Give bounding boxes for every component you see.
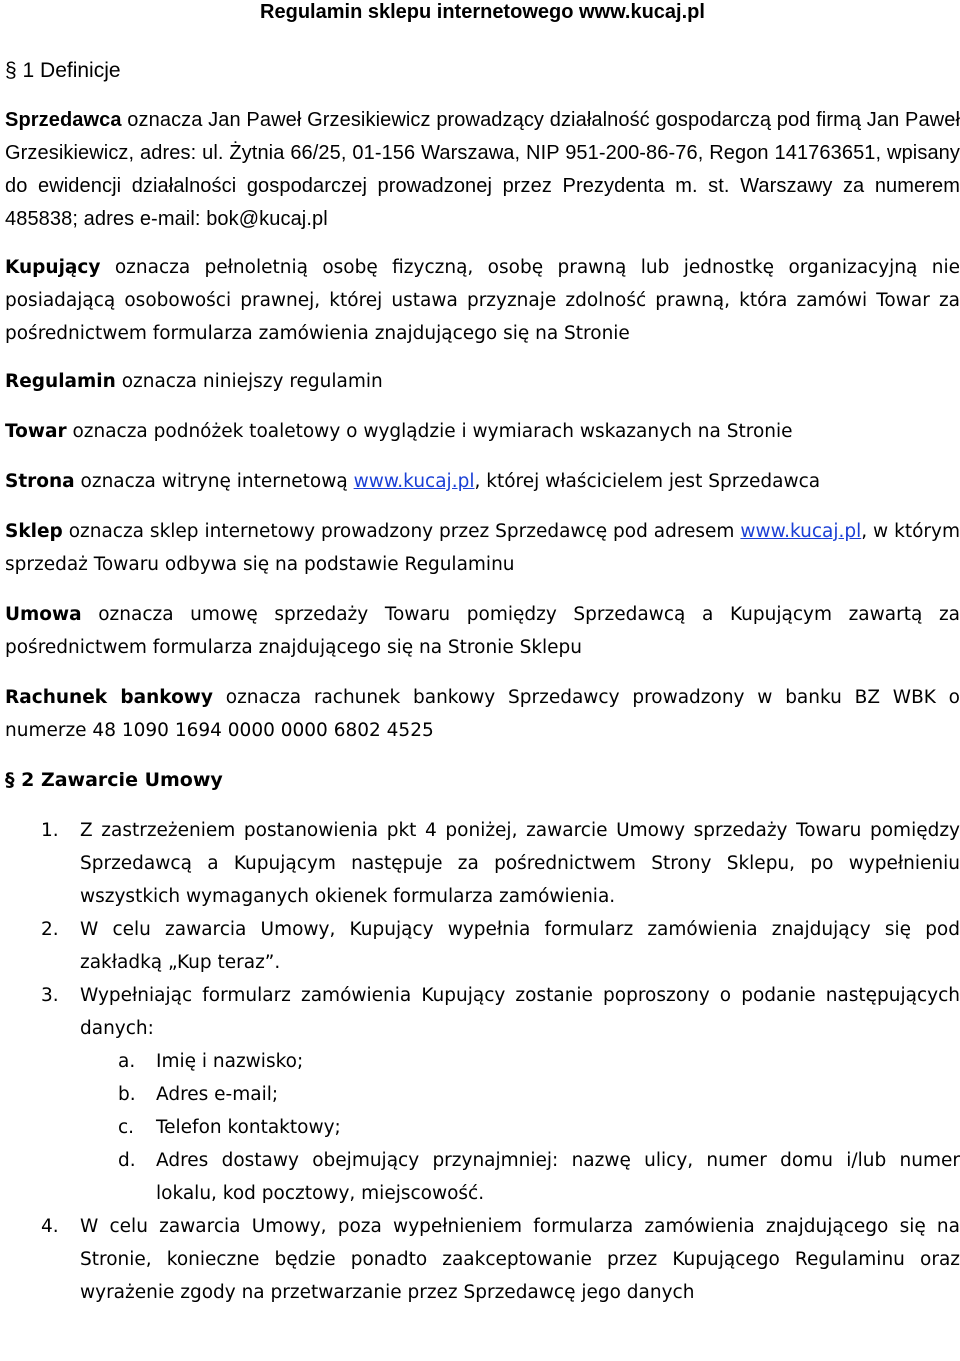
sub-list-item-letter: d. <box>118 1150 136 1171</box>
list-item <box>5 913 960 979</box>
definition-sprzedawca <box>5 104 960 236</box>
definition-term: Towar <box>5 421 67 442</box>
website-link[interactable]: www.kucaj.pl <box>740 521 862 542</box>
definition-term: Rachunek bankowy <box>5 687 213 708</box>
list-item <box>5 1210 960 1309</box>
document-title: Regulamin sklepu internetowego www.kucaj.pl <box>260 1 705 23</box>
definition-text: oznacza pełnoletnią osobę fizyczną, osobę prawną lub jednostkę organizacyjną nie posiadającą osobowości prawnej, której ustawa przyznaje zdolność prawną, która zamówi Towar za pośrednictwem formularza zamówienia znajdującego się na Stronie <box>5 257 960 344</box>
sub-list-item <box>5 1144 960 1210</box>
sub-list-item-text: Adres dostawy obejmujący przynajmniej: nazwę ulicy, numer domu i/lub numer lokalu, kod pocztowy, miejscowość. <box>156 1150 960 1204</box>
definition-text: oznacza witrynę internetową <box>74 471 354 492</box>
definition-term: Umowa <box>5 604 82 625</box>
sub-list-item-text: Adres e-mail; <box>156 1084 279 1105</box>
list-item-number: 1. <box>41 820 59 841</box>
definition-text: oznacza podnóżek toaletowy o wyglądzie i wymiarach wskazanych na Stronie <box>66 421 793 442</box>
definition-umowa <box>5 598 960 664</box>
list-item-text: W celu zawarcia Umowy, poza wypełnieniem formularza zamówienia znajdującego się na Stronie, konieczne będzie ponadto zaakceptowanie przez Kupującego Regulaminu oraz wyrażenie zgody na przetwarzanie przez Sprzedawcę jego danych <box>80 1216 960 1303</box>
definition-term: Sklep <box>5 521 63 542</box>
definition-towar <box>5 415 960 448</box>
section-1-heading: § 1 Definicje <box>5 59 121 82</box>
section-2-heading: § 2 Zawarcie Umowy <box>5 769 223 791</box>
list-item-text: Z zastrzeżeniem postanowienia pkt 4 poniżej, zawarcie Umowy sprzedaży Towaru pomiędzy Sprzedawcą a Kupującym następuje za pośrednictwem Strony Sklepu, po wypełnieniu wszystkich wymaganych okienek formularza zamówienia. <box>80 820 960 907</box>
definition-term: Kupujący <box>5 257 101 278</box>
definition-term: Sprzedawca <box>5 109 122 131</box>
definition-kupujacy <box>5 251 960 350</box>
list-item-number: 2. <box>41 919 59 940</box>
list-item-text: Wypełniając formularz zamówienia Kupujący zostanie poproszony o podanie następujących danych: <box>80 985 960 1039</box>
website-link[interactable]: www.kucaj.pl <box>353 471 475 492</box>
list-item-number: 3. <box>41 985 59 1006</box>
list-item <box>5 979 960 1045</box>
definition-strona <box>5 465 960 498</box>
definition-regulamin <box>5 365 960 398</box>
sub-list-item <box>5 1111 960 1144</box>
definition-sklep <box>5 515 960 581</box>
definition-text: oznacza niniejszy regulamin <box>115 371 383 392</box>
definition-rachunek-bankowy <box>5 681 960 747</box>
list-item-text: W celu zawarcia Umowy, Kupujący wypełnia formularz zamówienia znajdujący się pod zakładką „Kup teraz”. <box>80 919 960 973</box>
definition-text: oznacza sklep internetowy prowadzony przez Sprzedawcę pod adresem <box>62 521 741 542</box>
definition-text: oznacza umowę sprzedaży Towaru pomiędzy Sprzedawcą a Kupującym zawartą za pośrednictwem formularza znajdującego się na Stronie Sklepu <box>5 604 960 658</box>
definition-text: , w którym sprzedaż Towaru odbywa się na podstawie Regulaminu <box>5 521 960 575</box>
definition-text: , której właścicielem jest Sprzedawca <box>474 471 821 492</box>
sub-list-item-letter: c. <box>118 1117 135 1138</box>
list-item-number: 4. <box>41 1216 59 1237</box>
sub-list-item-text: Imię i nazwisko; <box>156 1051 304 1072</box>
sub-list-item-letter: b. <box>118 1084 136 1105</box>
definition-term: Regulamin <box>5 371 116 392</box>
list-item <box>5 814 960 913</box>
definition-text: oznacza rachunek bankowy Sprzedawcy prowadzony w banku BZ WBK o numerze 48 1090 1694 0000 0000 6802 4525 <box>5 687 960 741</box>
sub-list-item-text: Telefon kontaktowy; <box>156 1117 341 1138</box>
sub-list-item <box>5 1078 960 1111</box>
sub-list-item <box>5 1045 960 1078</box>
document <box>5 0 960 1309</box>
definition-text: oznacza Jan Paweł Grzesikiewicz prowadzący działalność gospodarczą pod firmą Jan Paweł Grzesikiewicz, adres: ul. Żytnia 66/25, 01-156 Warszawa, NIP 951-200-86-76, Regon 141763651, wpisany do ewidencji działalności gospodarczej prowadzonej przez Prezydenta m. st. Warszawy za numerem 485838; adres e-mail: bok@kucaj.pl <box>5 109 960 230</box>
section-2-list <box>5 814 960 1309</box>
definition-term: Strona <box>5 471 75 492</box>
sub-list-item-letter: a. <box>118 1051 136 1072</box>
